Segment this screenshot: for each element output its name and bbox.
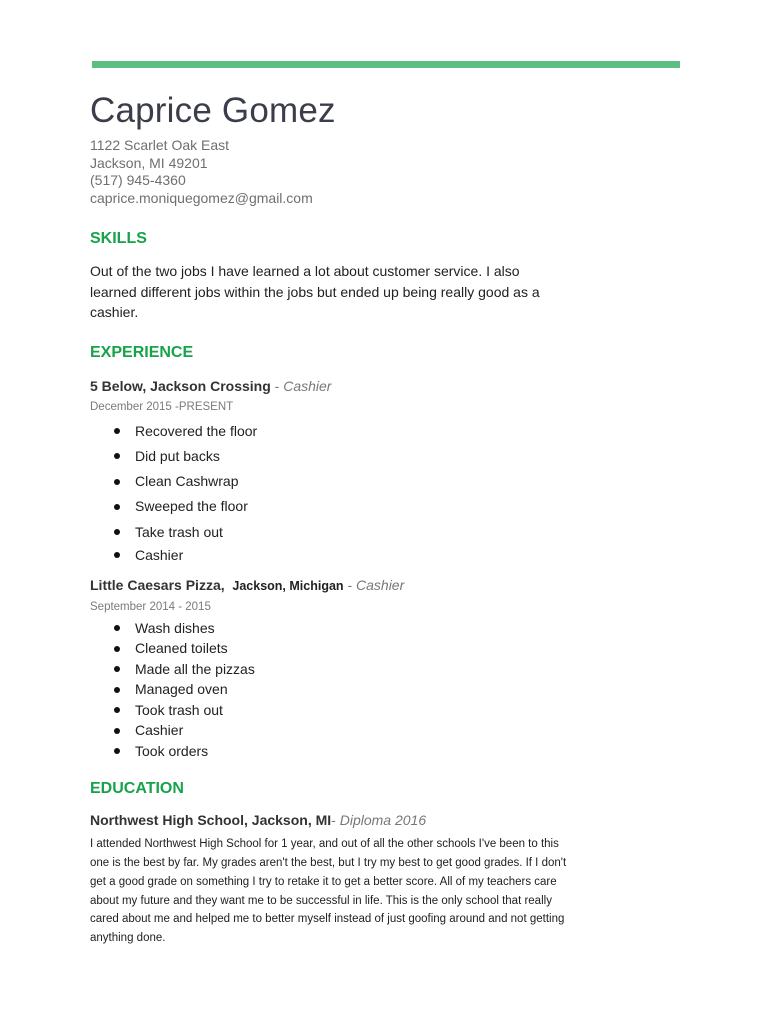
diploma: Diploma 2016 (339, 812, 427, 829)
job-heading (90, 576, 580, 595)
duty-text: Take trash out (135, 523, 223, 540)
duty-item (90, 520, 580, 545)
school-separator: - (331, 812, 340, 829)
candidate-name: Caprice Gomez (90, 91, 336, 130)
duty-text: Clean Cashwrap (135, 473, 239, 490)
duty-item (90, 720, 580, 741)
bullet-icon (114, 625, 120, 631)
duty-text: Took trash out (135, 701, 223, 718)
bullet-icon (114, 479, 120, 485)
job-entry (90, 377, 580, 565)
duty-item (90, 659, 580, 680)
job-dates: December 2015 -PRESENT (90, 400, 234, 413)
duty-item (90, 700, 580, 721)
resume-document (90, 88, 580, 948)
job-organization: Little Caesars Pizza, (90, 576, 225, 593)
duty-text: Managed oven (135, 681, 228, 698)
duty-item (90, 494, 580, 519)
skills-heading: SKILLS (90, 230, 147, 247)
header-accent-bar (92, 61, 680, 68)
duty-text: Sweeped the floor (135, 498, 248, 515)
job-dates: September 2014 - 2015 (90, 600, 211, 613)
job-separator: - (343, 576, 357, 593)
duty-text: Did put backs (135, 447, 220, 464)
duty-list (90, 618, 580, 762)
bullet-icon (114, 687, 120, 693)
experience-heading: EXPERIENCE (90, 343, 194, 361)
contact-block (90, 137, 580, 207)
duty-text: Recovered the floor (135, 422, 258, 439)
duty-text: Cashier (135, 546, 184, 563)
duty-item (90, 469, 580, 494)
school-name: Northwest High School, Jackson, MI (90, 812, 332, 829)
contact-city: Jackson, MI 49201 (90, 154, 208, 171)
duty-text: Cashier (135, 722, 184, 739)
contact-email: caprice.moniquegomez@gmail.com (90, 189, 313, 206)
bullet-icon (114, 646, 120, 652)
duty-text: Took orders (135, 742, 209, 759)
bullet-icon (114, 529, 120, 535)
bullet-icon (114, 666, 120, 672)
bullet-icon (114, 552, 120, 558)
contact-street: 1122 Scarlet Oak East (90, 137, 230, 153)
job-organization: 5 Below, Jackson Crossing (90, 377, 271, 394)
duty-item (90, 679, 580, 700)
bullet-icon (114, 504, 120, 510)
job-role: Cashier (283, 377, 332, 394)
bullet-icon (114, 728, 120, 734)
bullet-icon (114, 428, 120, 434)
duty-item (90, 419, 580, 444)
job-entry (90, 576, 580, 762)
job-heading (90, 377, 580, 395)
duty-list (90, 419, 580, 565)
job-role: Cashier (356, 576, 405, 593)
bullet-icon (114, 453, 120, 459)
skills-text: Out of the two jobs I have learned a lot about customer service. I also learned different jobs within the jobs but ended up being really good as a cashier. (90, 263, 540, 320)
education-text: I attended Northwest High School for 1 year, and out of all the other schools I've been to this one is the best by far. My grades aren't the best, but I try my best to get good grades. If I don't get a good grade on something I try to retake it to get a better score. All of my teachers care about my future and they want me to be successful in life. This is the only school that really cared about me and helped me to better myself instead of just goofing around and not getting anything done. (90, 838, 567, 944)
duty-text: Made all the pizzas (135, 660, 255, 677)
contact-phone: (517) 945-4360 (90, 172, 186, 188)
duty-text: Cleaned toilets (135, 640, 228, 657)
duty-item (90, 545, 580, 565)
duty-item (90, 618, 580, 639)
duty-item (90, 741, 580, 762)
duty-item (90, 638, 580, 659)
education-heading: EDUCATION (90, 780, 184, 798)
duty-item (90, 444, 580, 469)
bullet-icon (114, 707, 120, 713)
job-separator: - (270, 377, 284, 394)
bullet-icon (114, 748, 120, 754)
job-location: Jackson, Michigan (232, 578, 344, 593)
school-heading (90, 811, 580, 829)
duty-text: Wash dishes (135, 619, 215, 636)
